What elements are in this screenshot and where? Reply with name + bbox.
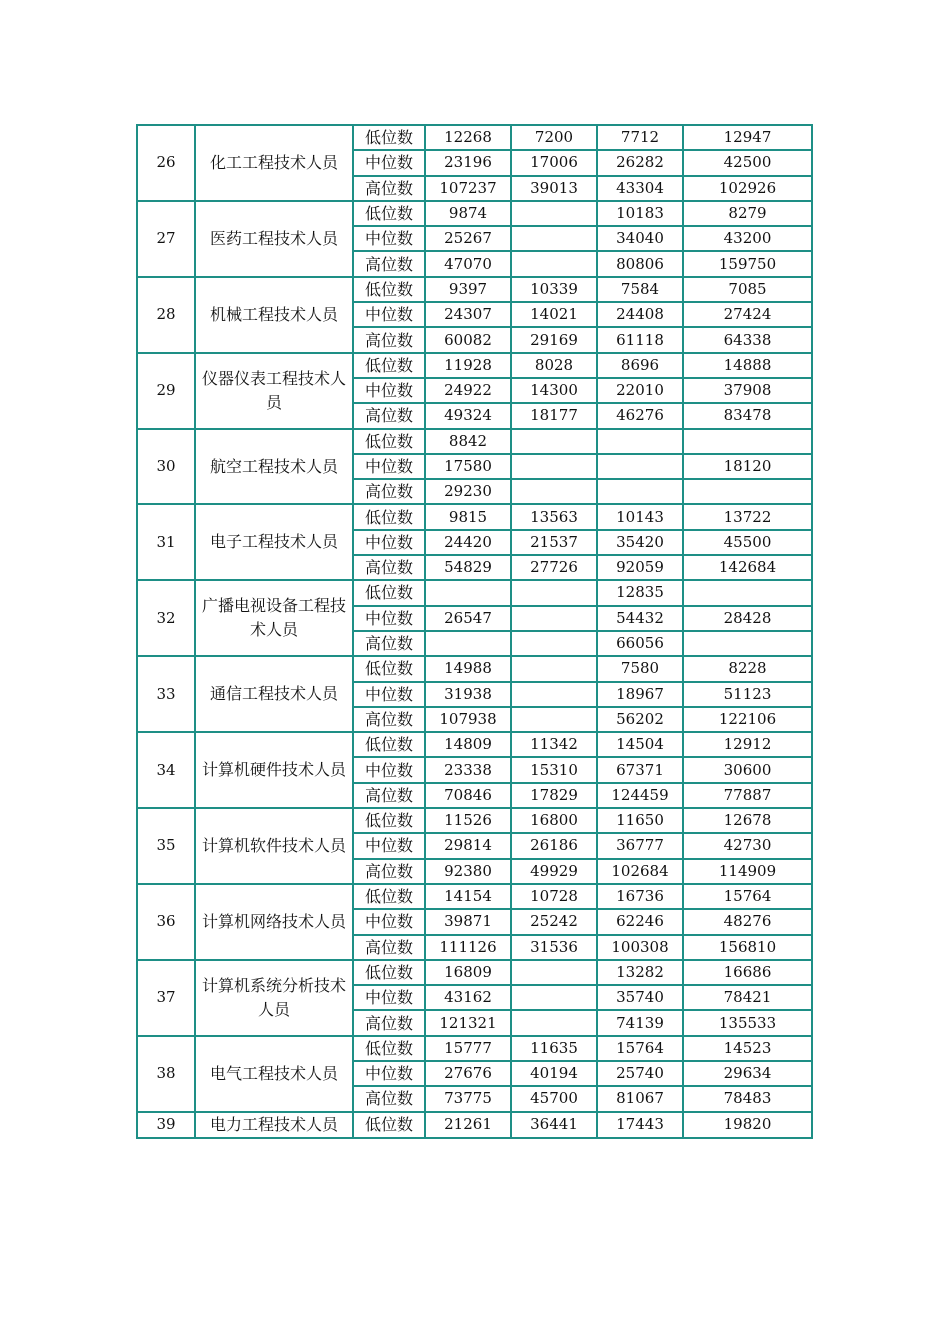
value-cell: 80806 — [597, 251, 683, 276]
table-row — [137, 277, 812, 302]
value-cell: 17829 — [511, 783, 597, 808]
value-cell: 11928 — [425, 353, 511, 378]
level-cell: 低位数 — [353, 125, 425, 150]
level-cell: 低位数 — [353, 960, 425, 985]
table-row — [137, 884, 812, 909]
table-row — [137, 960, 812, 985]
level-cell: 高位数 — [353, 859, 425, 884]
level-cell: 低位数 — [353, 1112, 425, 1138]
value-cell — [511, 580, 597, 605]
value-cell: 60082 — [425, 327, 511, 352]
row-number-cell: 28 — [137, 277, 195, 353]
value-cell: 29634 — [683, 1061, 812, 1086]
value-cell: 92059 — [597, 555, 683, 580]
value-cell: 11526 — [425, 808, 511, 833]
value-cell: 35420 — [597, 530, 683, 555]
level-cell: 高位数 — [353, 1010, 425, 1035]
value-cell — [511, 707, 597, 732]
table-row — [137, 353, 812, 378]
value-cell: 49929 — [511, 859, 597, 884]
level-cell: 中位数 — [353, 909, 425, 934]
level-cell: 高位数 — [353, 631, 425, 656]
value-cell: 114909 — [683, 859, 812, 884]
value-cell: 102926 — [683, 176, 812, 201]
value-cell — [511, 985, 597, 1010]
row-number-cell: 39 — [137, 1112, 195, 1138]
value-cell: 30600 — [683, 757, 812, 782]
value-cell: 62246 — [597, 909, 683, 934]
table-row — [137, 580, 812, 605]
level-cell: 高位数 — [353, 935, 425, 960]
value-cell: 11635 — [511, 1036, 597, 1061]
level-cell: 低位数 — [353, 429, 425, 454]
value-cell: 10339 — [511, 277, 597, 302]
value-cell — [511, 251, 597, 276]
level-cell: 中位数 — [353, 757, 425, 782]
value-cell: 39871 — [425, 909, 511, 934]
table-row — [137, 732, 812, 757]
value-cell: 92380 — [425, 859, 511, 884]
value-cell: 14154 — [425, 884, 511, 909]
value-cell: 29814 — [425, 833, 511, 858]
value-cell: 8228 — [683, 656, 812, 681]
value-cell: 14300 — [511, 378, 597, 403]
value-cell: 17006 — [511, 150, 597, 175]
level-cell: 高位数 — [353, 1086, 425, 1111]
value-cell: 22010 — [597, 378, 683, 403]
value-cell: 17443 — [597, 1112, 683, 1138]
level-cell: 中位数 — [353, 454, 425, 479]
value-cell: 26282 — [597, 150, 683, 175]
level-cell: 中位数 — [353, 833, 425, 858]
value-cell: 54829 — [425, 555, 511, 580]
value-cell: 46276 — [597, 403, 683, 428]
value-cell: 8696 — [597, 353, 683, 378]
level-cell: 高位数 — [353, 555, 425, 580]
level-cell: 低位数 — [353, 504, 425, 529]
table-row — [137, 1112, 812, 1138]
row-number-cell: 30 — [137, 429, 195, 505]
value-cell: 64338 — [683, 327, 812, 352]
value-cell: 48276 — [683, 909, 812, 934]
value-cell: 23196 — [425, 150, 511, 175]
value-cell: 45500 — [683, 530, 812, 555]
salary-table — [136, 124, 813, 1139]
value-cell — [683, 479, 812, 504]
value-cell: 15764 — [683, 884, 812, 909]
level-cell: 低位数 — [353, 1036, 425, 1061]
value-cell: 14988 — [425, 656, 511, 681]
value-cell: 67371 — [597, 757, 683, 782]
value-cell: 19820 — [683, 1112, 812, 1138]
value-cell: 74139 — [597, 1010, 683, 1035]
level-cell: 高位数 — [353, 479, 425, 504]
row-number-cell: 38 — [137, 1036, 195, 1112]
value-cell: 66056 — [597, 631, 683, 656]
table-row — [137, 201, 812, 226]
value-cell: 7584 — [597, 277, 683, 302]
value-cell — [511, 656, 597, 681]
occupation-cell: 广播电视设备工程技术人员 — [195, 580, 353, 656]
occupation-cell: 电力工程技术人员 — [195, 1112, 353, 1138]
occupation-cell: 航空工程技术人员 — [195, 429, 353, 505]
value-cell: 7085 — [683, 277, 812, 302]
value-cell: 111126 — [425, 935, 511, 960]
value-cell — [511, 682, 597, 707]
value-cell: 13563 — [511, 504, 597, 529]
value-cell: 13282 — [597, 960, 683, 985]
value-cell: 142684 — [683, 555, 812, 580]
value-cell — [511, 631, 597, 656]
occupation-cell: 化工工程技术人员 — [195, 125, 353, 201]
level-cell: 高位数 — [353, 176, 425, 201]
value-cell: 13722 — [683, 504, 812, 529]
value-cell: 15777 — [425, 1036, 511, 1061]
level-cell: 中位数 — [353, 226, 425, 251]
value-cell: 31938 — [425, 682, 511, 707]
value-cell: 16686 — [683, 960, 812, 985]
value-cell: 8842 — [425, 429, 511, 454]
value-cell: 21261 — [425, 1112, 511, 1138]
occupation-cell: 计算机软件技术人员 — [195, 808, 353, 884]
row-number-cell: 26 — [137, 125, 195, 201]
value-cell: 26547 — [425, 606, 511, 631]
row-number-cell: 35 — [137, 808, 195, 884]
value-cell: 9397 — [425, 277, 511, 302]
value-cell: 24922 — [425, 378, 511, 403]
value-cell: 107237 — [425, 176, 511, 201]
table-row — [137, 125, 812, 150]
value-cell — [683, 429, 812, 454]
value-cell: 28428 — [683, 606, 812, 631]
occupation-cell: 医药工程技术人员 — [195, 201, 353, 277]
value-cell: 21537 — [511, 530, 597, 555]
row-number-cell: 33 — [137, 656, 195, 732]
value-cell: 11650 — [597, 808, 683, 833]
value-cell: 51123 — [683, 682, 812, 707]
value-cell: 42500 — [683, 150, 812, 175]
value-cell: 7712 — [597, 125, 683, 150]
value-cell — [511, 201, 597, 226]
occupation-cell: 计算机硬件技术人员 — [195, 732, 353, 808]
value-cell: 100308 — [597, 935, 683, 960]
value-cell: 43162 — [425, 985, 511, 1010]
occupation-cell: 电气工程技术人员 — [195, 1036, 353, 1112]
value-cell: 135533 — [683, 1010, 812, 1035]
value-cell — [511, 1010, 597, 1035]
value-cell: 54432 — [597, 606, 683, 631]
value-cell: 12835 — [597, 580, 683, 605]
value-cell: 122106 — [683, 707, 812, 732]
occupation-cell: 计算机系统分析技术人员 — [195, 960, 353, 1036]
value-cell: 81067 — [597, 1086, 683, 1111]
value-cell: 124459 — [597, 783, 683, 808]
value-cell — [597, 479, 683, 504]
value-cell: 11342 — [511, 732, 597, 757]
value-cell: 18120 — [683, 454, 812, 479]
value-cell — [683, 580, 812, 605]
value-cell: 10143 — [597, 504, 683, 529]
value-cell: 14504 — [597, 732, 683, 757]
row-number-cell: 36 — [137, 884, 195, 960]
level-cell: 中位数 — [353, 985, 425, 1010]
value-cell — [683, 631, 812, 656]
value-cell — [425, 580, 511, 605]
value-cell: 15310 — [511, 757, 597, 782]
value-cell: 14021 — [511, 302, 597, 327]
occupation-cell: 通信工程技术人员 — [195, 656, 353, 732]
value-cell: 102684 — [597, 859, 683, 884]
level-cell: 中位数 — [353, 530, 425, 555]
value-cell — [511, 454, 597, 479]
level-cell: 低位数 — [353, 808, 425, 833]
value-cell: 40194 — [511, 1061, 597, 1086]
value-cell: 7580 — [597, 656, 683, 681]
level-cell: 低位数 — [353, 201, 425, 226]
row-number-cell: 31 — [137, 504, 195, 580]
value-cell: 107938 — [425, 707, 511, 732]
value-cell: 8028 — [511, 353, 597, 378]
value-cell: 73775 — [425, 1086, 511, 1111]
value-cell: 26186 — [511, 833, 597, 858]
row-number-cell: 37 — [137, 960, 195, 1036]
level-cell: 中位数 — [353, 378, 425, 403]
value-cell: 121321 — [425, 1010, 511, 1035]
value-cell: 47070 — [425, 251, 511, 276]
value-cell: 78421 — [683, 985, 812, 1010]
level-cell: 低位数 — [353, 656, 425, 681]
value-cell: 12947 — [683, 125, 812, 150]
value-cell: 7200 — [511, 125, 597, 150]
value-cell: 36441 — [511, 1112, 597, 1138]
level-cell: 中位数 — [353, 1061, 425, 1086]
value-cell: 29230 — [425, 479, 511, 504]
row-number-cell: 27 — [137, 201, 195, 277]
value-cell: 25267 — [425, 226, 511, 251]
value-cell: 43304 — [597, 176, 683, 201]
level-cell: 低位数 — [353, 884, 425, 909]
value-cell: 49324 — [425, 403, 511, 428]
occupation-cell: 计算机网络技术人员 — [195, 884, 353, 960]
value-cell: 23338 — [425, 757, 511, 782]
value-cell: 27676 — [425, 1061, 511, 1086]
value-cell: 61118 — [597, 327, 683, 352]
level-cell: 高位数 — [353, 251, 425, 276]
value-cell: 77887 — [683, 783, 812, 808]
level-cell: 低位数 — [353, 732, 425, 757]
value-cell: 42730 — [683, 833, 812, 858]
level-cell: 中位数 — [353, 682, 425, 707]
level-cell: 中位数 — [353, 150, 425, 175]
value-cell: 12678 — [683, 808, 812, 833]
value-cell: 159750 — [683, 251, 812, 276]
value-cell: 14523 — [683, 1036, 812, 1061]
level-cell: 中位数 — [353, 606, 425, 631]
value-cell: 70846 — [425, 783, 511, 808]
value-cell: 56202 — [597, 707, 683, 732]
value-cell: 24408 — [597, 302, 683, 327]
value-cell: 10728 — [511, 884, 597, 909]
value-cell — [597, 454, 683, 479]
level-cell: 高位数 — [353, 403, 425, 428]
value-cell: 43200 — [683, 226, 812, 251]
value-cell: 16800 — [511, 808, 597, 833]
value-cell — [425, 631, 511, 656]
value-cell — [511, 606, 597, 631]
table-row — [137, 656, 812, 681]
value-cell: 10183 — [597, 201, 683, 226]
occupation-cell: 仪器仪表工程技术人员 — [195, 353, 353, 429]
level-cell: 低位数 — [353, 277, 425, 302]
value-cell — [597, 429, 683, 454]
value-cell: 39013 — [511, 176, 597, 201]
value-cell: 37908 — [683, 378, 812, 403]
table-row — [137, 808, 812, 833]
value-cell: 27424 — [683, 302, 812, 327]
value-cell: 12268 — [425, 125, 511, 150]
value-cell — [511, 479, 597, 504]
value-cell: 9874 — [425, 201, 511, 226]
value-cell: 29169 — [511, 327, 597, 352]
level-cell: 高位数 — [353, 783, 425, 808]
value-cell: 27726 — [511, 555, 597, 580]
salary-table-body — [137, 125, 812, 1138]
value-cell: 24307 — [425, 302, 511, 327]
value-cell: 9815 — [425, 504, 511, 529]
value-cell: 18967 — [597, 682, 683, 707]
row-number-cell: 32 — [137, 580, 195, 656]
table-row — [137, 1036, 812, 1061]
value-cell: 156810 — [683, 935, 812, 960]
table-row — [137, 504, 812, 529]
level-cell: 高位数 — [353, 707, 425, 732]
value-cell — [511, 429, 597, 454]
value-cell: 16809 — [425, 960, 511, 985]
row-number-cell: 29 — [137, 353, 195, 429]
value-cell — [511, 226, 597, 251]
value-cell: 16736 — [597, 884, 683, 909]
value-cell: 15764 — [597, 1036, 683, 1061]
value-cell: 35740 — [597, 985, 683, 1010]
value-cell: 8279 — [683, 201, 812, 226]
level-cell: 中位数 — [353, 302, 425, 327]
occupation-cell: 电子工程技术人员 — [195, 504, 353, 580]
value-cell: 83478 — [683, 403, 812, 428]
value-cell: 17580 — [425, 454, 511, 479]
value-cell: 25740 — [597, 1061, 683, 1086]
value-cell: 18177 — [511, 403, 597, 428]
occupation-cell: 机械工程技术人员 — [195, 277, 353, 353]
level-cell: 低位数 — [353, 353, 425, 378]
value-cell — [511, 960, 597, 985]
table-row — [137, 429, 812, 454]
value-cell: 45700 — [511, 1086, 597, 1111]
level-cell: 高位数 — [353, 327, 425, 352]
row-number-cell: 34 — [137, 732, 195, 808]
value-cell: 25242 — [511, 909, 597, 934]
value-cell: 14809 — [425, 732, 511, 757]
value-cell: 34040 — [597, 226, 683, 251]
value-cell: 36777 — [597, 833, 683, 858]
level-cell: 低位数 — [353, 580, 425, 605]
value-cell: 78483 — [683, 1086, 812, 1111]
value-cell: 12912 — [683, 732, 812, 757]
value-cell: 14888 — [683, 353, 812, 378]
value-cell: 31536 — [511, 935, 597, 960]
value-cell: 24420 — [425, 530, 511, 555]
